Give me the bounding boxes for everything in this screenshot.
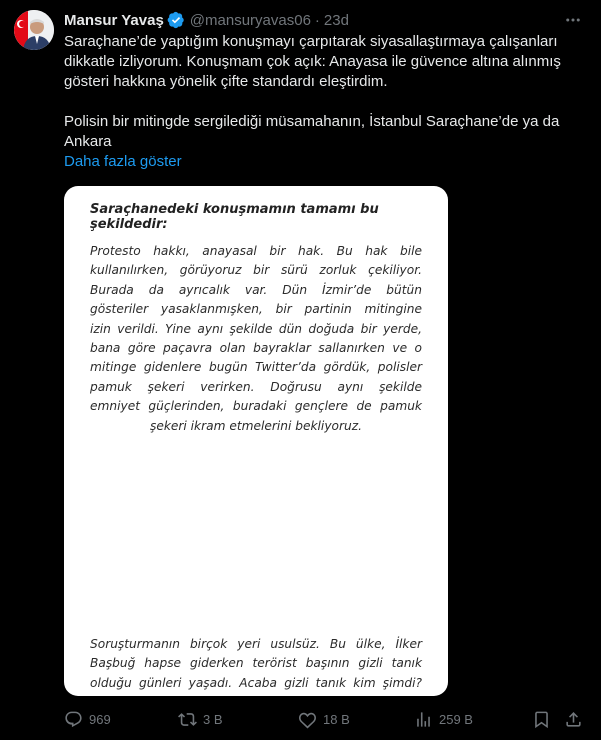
media-text-line: Burada da ayrıcalık var. Dün İzmir’de bütün bbox=[90, 282, 422, 297]
media-text-line: Protesto hakkı, anayasal bir hak. Bu hak bile bbox=[90, 244, 422, 258]
media-text-line: bana göre paçavra olan bayraklar sallanırken ve o bbox=[90, 341, 422, 356]
show-more-link[interactable]: Daha fazla göster bbox=[64, 153, 182, 170]
media-text-line: Soruşturmanın birçok yeri usulsüz. Bu ülke, İlker bbox=[90, 637, 422, 651]
tweet-paragraph-1: Saraçhane’de yaptığım konuşmayı çarpıtarak siyasallaştırmaya çalışanları dikkatle izliyorum. Konuşmam çok açık: Anayasa ile güvence altına alınmış gösteri hakkına yönelik çifte standardı eleştirdim. bbox=[64, 33, 561, 90]
media-text-line: izin verildi. Yine aynı şekilde dün doğuda bir yerde, bbox=[90, 321, 422, 336]
author-display-name[interactable]: Mansur Yavaş bbox=[64, 11, 164, 29]
tweet-paragraph-2: Polisin bir mitingde sergilediği müsamahanın, İstanbul Saraçhane’de ya da Ankara bbox=[64, 113, 560, 150]
reply-icon bbox=[64, 710, 83, 729]
media-text-line bbox=[90, 693, 422, 696]
repost-count: 3 B bbox=[203, 711, 223, 727]
media-text-line: emniyet güçlerinden, buradaki gençlere de pamuk bbox=[90, 399, 422, 414]
media-text-line: kullanılırken, görüyoruz bir sürü zorluk çekiliyor. bbox=[90, 263, 422, 278]
repost-icon bbox=[178, 710, 197, 729]
media-paragraph-1 bbox=[90, 242, 422, 436]
media-paragraph-2 bbox=[90, 635, 422, 696]
views-button[interactable] bbox=[414, 708, 473, 730]
media-text-line: olduğu günleri yaşadı. Acaba gizli tanık kim şimdi? bbox=[90, 675, 422, 690]
media-text-line: şekeri ikram etmelerini bekliyoruz. bbox=[150, 418, 362, 433]
tweet-text bbox=[64, 32, 589, 152]
separator-dot: · bbox=[314, 11, 320, 29]
views-chart-icon bbox=[414, 710, 433, 729]
media-text-line: mitinge gidenlere bugün Twitter’da gördük, polisler bbox=[90, 360, 422, 375]
tweet-media-image[interactable] bbox=[64, 186, 448, 696]
like-count: 18 B bbox=[323, 711, 350, 727]
like-button[interactable] bbox=[298, 708, 350, 730]
media-title: Saraçhanedeki konuşmamın tamamı bu şekildedir: bbox=[90, 202, 379, 232]
more-options-button[interactable] bbox=[560, 10, 586, 30]
tweet-timestamp[interactable]: 23d bbox=[323, 11, 349, 29]
avatar-image bbox=[14, 10, 54, 50]
repost-button[interactable] bbox=[178, 708, 223, 730]
more-dots-icon bbox=[564, 11, 582, 29]
media-text-line: pamuk şekeri verirken. Doğrusu aynı şekilde bbox=[90, 379, 422, 394]
reply-count: 969 bbox=[89, 711, 111, 727]
bookmark-button[interactable] bbox=[532, 708, 551, 730]
share-button[interactable] bbox=[564, 708, 583, 730]
views-count: 259 B bbox=[439, 711, 473, 727]
tweet-actions bbox=[64, 708, 589, 730]
verified-badge-icon bbox=[167, 11, 185, 29]
avatar[interactable] bbox=[14, 10, 54, 50]
author-handle[interactable]: @mansuryavas06 bbox=[189, 11, 311, 29]
media-text-line: Başbuğ hapse giderken terörist başının gizli tanık bbox=[90, 656, 422, 671]
share-icon bbox=[564, 710, 583, 729]
media-text-line: gösteriler yasaklanmışken, bir partinin mitingine bbox=[90, 302, 422, 317]
tweet-header bbox=[64, 10, 349, 30]
reply-button[interactable] bbox=[64, 708, 111, 730]
heart-icon bbox=[298, 710, 317, 729]
bookmark-icon bbox=[532, 710, 551, 729]
